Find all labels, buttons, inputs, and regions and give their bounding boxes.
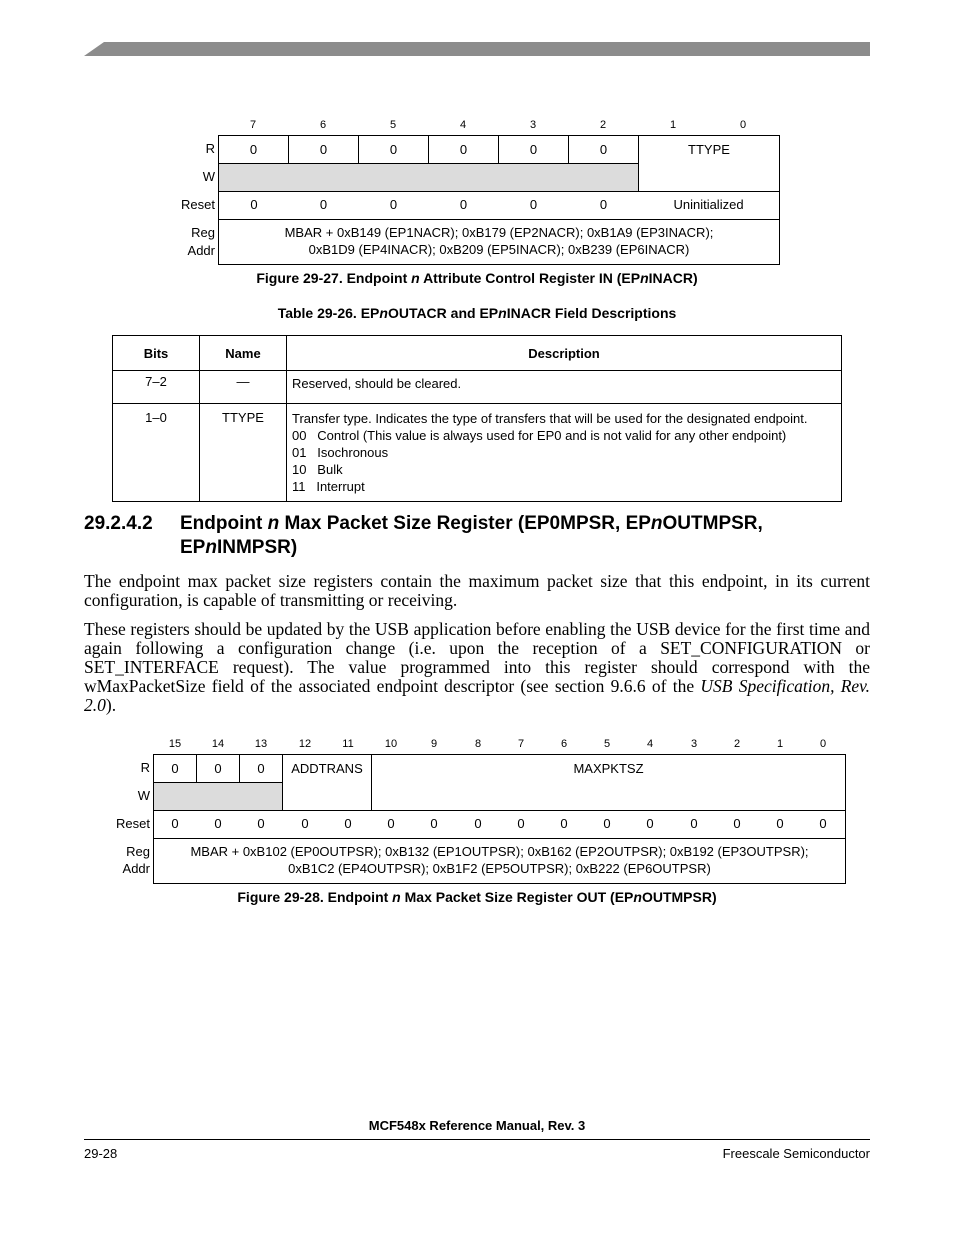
r-bit-cell: 0	[358, 135, 429, 164]
bit-number: 15	[168, 738, 182, 750]
row-label-addr: Addr	[122, 861, 150, 876]
bit-number: 0	[739, 119, 747, 131]
r-bit-cell: 0	[153, 754, 197, 783]
bit-number: 2	[733, 738, 741, 750]
row-label-r: R	[140, 760, 150, 775]
bit-number: 7	[517, 738, 525, 750]
address-line: 0xB1D9 (EP4INACR); 0xB209 (EP5INACR); 0xB239 (EP6INACR)	[308, 242, 690, 257]
header-bar	[84, 42, 870, 56]
footer-company: Freescale Semiconductor	[722, 1146, 870, 1161]
body-paragraph: The endpoint max packet size registers contain the maximum packet size that this endpoint, in its current configuration, is capable of transmitting or receiving.	[84, 571, 870, 610]
row-label-reset: Reset	[181, 197, 215, 212]
row-label-r: R	[205, 141, 215, 156]
reset-bit-cell: 0	[358, 191, 429, 220]
bits-cell: 7–2	[113, 371, 200, 404]
page-number: 29-28	[84, 1146, 118, 1161]
row-label-w: W	[202, 169, 215, 184]
reset-bit-cell: 0	[498, 191, 569, 220]
r-bit-cell: 0	[288, 135, 359, 164]
r-bit-cell: 0	[218, 135, 289, 164]
w-reserved-cell	[153, 782, 283, 811]
row-label-addr: Addr	[187, 243, 215, 258]
address-line: MBAR + 0xB102 (EP0OUTPSR); 0xB132 (EP1OUTPSR); 0xB162 (EP2OUTPSR); 0xB192 (EP3OUTPSR);	[190, 844, 809, 859]
ttype-field-cell: TTYPE	[638, 135, 780, 192]
footer-divider	[84, 1139, 870, 1140]
reset-bit-value: 0	[171, 816, 179, 831]
reset-bit-value: 0	[387, 816, 395, 831]
reset-bit-value: 0	[474, 816, 482, 831]
table-title: Table 29-26. EPnOUTACR and EPnINACR Field Descriptions	[277, 305, 677, 321]
reset-bit-cell: 0	[288, 191, 359, 220]
bit-number: 12	[298, 738, 312, 750]
column-header: Description	[287, 336, 842, 371]
maxpktsz-field-cell: MAXPKTSZ	[371, 754, 846, 811]
figure-caption: Figure 29-28. Endpoint n Max Packet Size Register OUT (EPnOUTMPSR)	[237, 889, 717, 905]
body-paragraph: These registers should be updated by the USB application before enabling the USB device for the first time and again following a configuration change (i.e. upon the reception of a SET_CONFIGURATION or SET_INTERFACE request). The value programmed into this register should correspond with the wMaxPacketSize field of the associated endpoint descriptor (see section 9.6.6 of the USB Specification, Rev. 2.0).	[84, 619, 870, 715]
reset-bit-cell: 0	[218, 191, 289, 220]
register-address-cell	[218, 219, 780, 265]
reset-bit-value: 0	[301, 816, 309, 831]
row-label-w: W	[137, 788, 150, 803]
bit-number: 0	[819, 738, 827, 750]
bit-number: 5	[389, 119, 397, 131]
bit-number: 13	[254, 738, 268, 750]
table-header-row	[113, 336, 842, 371]
w-reserved-cell	[218, 163, 639, 192]
description-line: 00 Control (This value is always used for EP0 and is not valid for any other endpoint)	[292, 428, 787, 443]
description-line: Reserved, should be cleared.	[292, 376, 462, 391]
reset-bit-value: 0	[560, 816, 568, 831]
row-label-reg: Reg	[126, 844, 150, 859]
description-cell	[287, 371, 842, 404]
bit-number: 5	[603, 738, 611, 750]
table-row	[113, 371, 842, 404]
address-line: 0xB1C2 (EP4OUTPSR); 0xB1F2 (EP5OUTPSR); 0xB222 (EP6OUTPSR)	[288, 861, 711, 876]
bit-number: 4	[646, 738, 654, 750]
description-line: Transfer type. Indicates the type of transfers that will be used for the designated endpoint.	[292, 411, 808, 426]
bits-cell: 1–0	[113, 404, 200, 502]
reset-bit-cell: 0	[568, 191, 639, 220]
bit-number: 3	[529, 119, 537, 131]
figure-caption: Figure 29-27. Endpoint n Attribute Control Register IN (EPnINACR)	[256, 270, 698, 286]
section-number: 29.2.4.2	[84, 513, 153, 534]
reset-bit-value: 0	[344, 816, 352, 831]
bit-number: 9	[430, 738, 438, 750]
column-header: Name	[200, 336, 287, 371]
bit-number: 1	[776, 738, 784, 750]
description-line: 11 Interrupt	[292, 479, 365, 494]
bit-number: 8	[474, 738, 482, 750]
r-bit-cell: 0	[568, 135, 639, 164]
addtrans-field-cell: ADDTRANS	[282, 754, 372, 811]
section-title: Endpoint n Max Packet Size Register (EP0MPSR, EPnOUTMPSR,	[180, 513, 763, 534]
r-bit-cell: 0	[498, 135, 569, 164]
name-cell: —	[200, 371, 287, 404]
bit-number: 6	[319, 119, 327, 131]
bit-number: 3	[690, 738, 698, 750]
bit-number: 6	[560, 738, 568, 750]
r-bit-cell: 0	[196, 754, 240, 783]
field-description-table	[112, 335, 842, 502]
r-bit-cell: 0	[239, 754, 283, 783]
bit-number: 1	[669, 119, 677, 131]
reset-bit-value: 0	[819, 816, 827, 831]
r-bit-cell: 0	[428, 135, 499, 164]
reset-bit-value: 0	[257, 816, 265, 831]
bit-number: 10	[384, 738, 398, 750]
reset-bit-value: 0	[430, 816, 438, 831]
column-header: Bits	[113, 336, 200, 371]
footer-manual-title: MCF548x Reference Manual, Rev. 3	[368, 1118, 586, 1133]
description-cell	[287, 404, 842, 502]
description-line: 10 Bulk	[292, 462, 343, 477]
reset-bit-value: 0	[690, 816, 698, 831]
row-label-reg: Reg	[191, 225, 215, 240]
reset-bit-value: 0	[214, 816, 222, 831]
row-label-reset: Reset	[116, 816, 150, 831]
bit-number: 11	[342, 738, 354, 750]
bit-number: 2	[599, 119, 607, 131]
address-line: MBAR + 0xB149 (EP1NACR); 0xB179 (EP2NACR); 0xB1A9 (EP3INACR);	[284, 225, 714, 240]
table-row	[113, 404, 842, 502]
section-title-line2: EPnINMPSR)	[180, 537, 298, 558]
reset-bit-value: 0	[733, 816, 741, 831]
reset-bit-value: 0	[603, 816, 611, 831]
reset-bit-value: 0	[776, 816, 784, 831]
bit-number: 7	[249, 119, 257, 131]
description-line: 01 Isochronous	[292, 445, 389, 460]
reset-bit-cell: 0	[428, 191, 499, 220]
name-cell: TTYPE	[200, 404, 287, 502]
bit-number: 4	[459, 119, 467, 131]
bit-number: 14	[211, 738, 225, 750]
reset-field-cell: Uninitialized	[638, 191, 780, 220]
reset-bit-value: 0	[646, 816, 654, 831]
reset-bit-value: 0	[517, 816, 525, 831]
register-address-cell	[153, 838, 846, 884]
